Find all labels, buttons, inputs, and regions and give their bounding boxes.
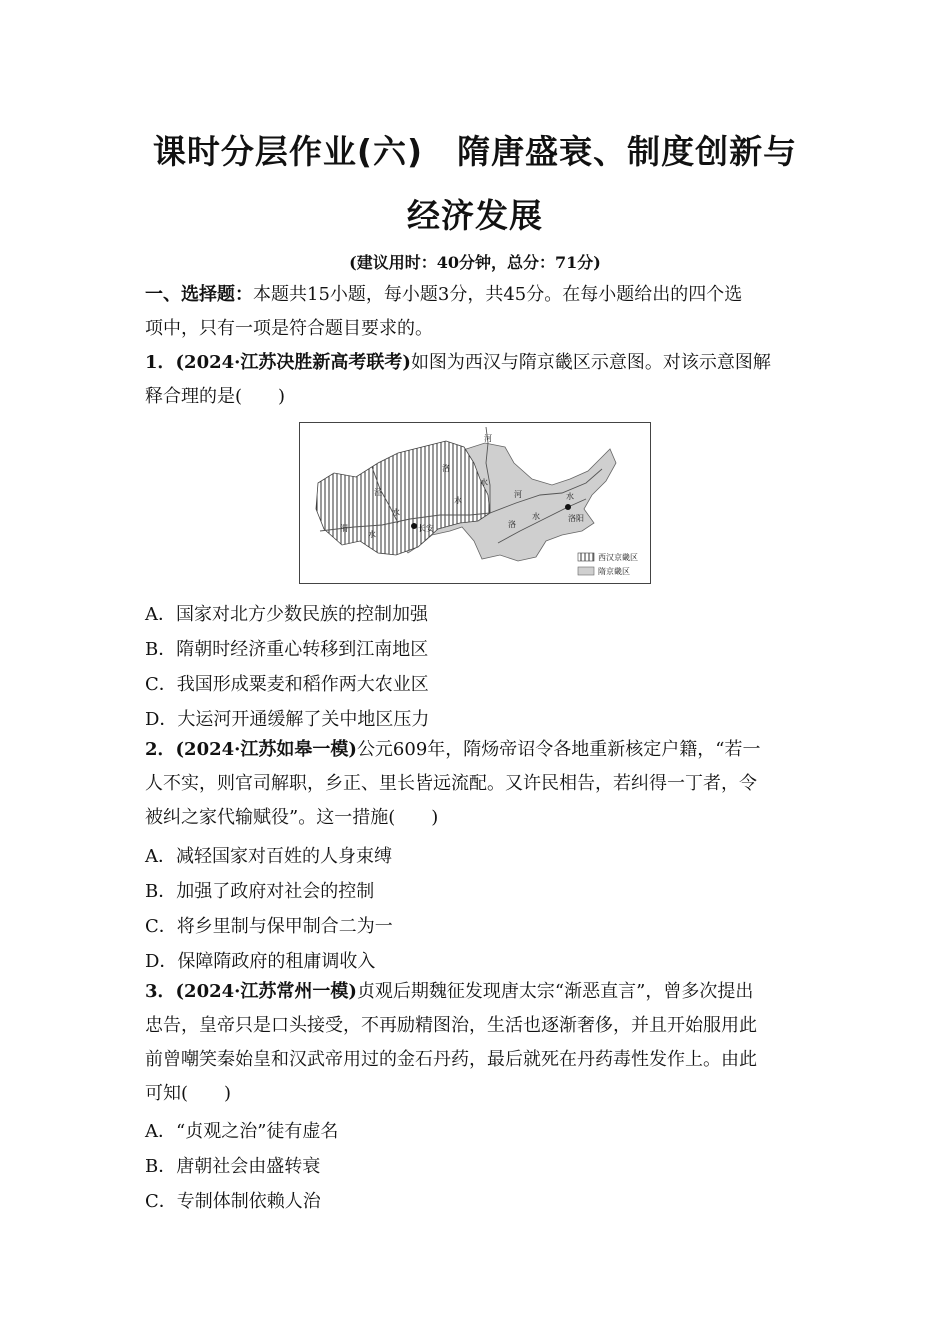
question-1-option-b: B．隋朝时经济重心转移到江南地区	[145, 639, 429, 660]
question-2-option-d: D．保障隋政府的租庸调收入	[145, 951, 376, 972]
question-2-option-b: B．加强了政府对社会的控制	[145, 881, 375, 902]
section-instructions-line1	[145, 278, 810, 312]
question-1-stem	[145, 346, 810, 380]
question-3-source: (2024·江苏常州一模)	[175, 981, 357, 1002]
question-2-source: (2024·江苏如皋一模)	[175, 739, 357, 760]
question-2-number: 2．	[145, 739, 176, 760]
question-3-option-b: B．唐朝社会由盛转衰	[145, 1156, 321, 1177]
map-label-shui4: 水	[480, 478, 488, 487]
question-1-stem-line2: 释合理的是( )	[145, 386, 286, 407]
question-2-stem-line2: 人不实，则官司解职，乡正、里长皆远流配。又许民相告，若纠得一丁者，令	[145, 773, 757, 794]
time-score-note: (建议用时：40分钟，总分：71分)	[349, 253, 601, 272]
luoyang-marker	[565, 504, 571, 510]
section-desc-line1: 本题共15小题，每小题3分，共45分。在每小题给出的四个选	[253, 284, 743, 305]
question-1-source: (2024·江苏决胜新高考联考)	[175, 352, 411, 373]
xihan-capital-region	[316, 441, 490, 555]
map-label-shui5: 水	[566, 492, 574, 501]
question-2-stem-line1: 公元609年，隋炀帝诏令各地重新核定户籍，“若一	[356, 739, 761, 760]
map-label-shui2: 水	[392, 508, 400, 517]
question-1-option-d: D．大运河开通缓解了关中地区压力	[145, 709, 430, 730]
legend-swatch-sui	[578, 567, 594, 575]
map-label-luo2: 洛	[508, 520, 516, 529]
section-heading: 一、选择题：	[145, 284, 253, 305]
page-title-line2: 经济发展	[407, 196, 543, 235]
question-3-stem	[145, 975, 810, 1009]
question-2-option-a: A．减轻国家对百姓的人身束缚	[145, 846, 392, 867]
question-3-stem-line3: 前曾嘲笑秦始皇和汉武帝用过的金石丹药，最后就死在丹药毒性发作上。由此	[145, 1049, 757, 1070]
question-1-option-a: A．国家对北方少数民族的控制加强	[145, 604, 428, 625]
question-2-option-c: C．将乡里制与保甲制合二为一	[145, 916, 393, 937]
question-3-stem-line2: 忠告，皇帝只是口头接受，不再励精图治，生活也逐渐奢侈，并且开始服用此	[145, 1015, 757, 1036]
map-label-wei: 渭	[340, 524, 348, 533]
map-label-luo: 洛	[442, 464, 450, 473]
map-label-changan: 长安	[418, 524, 434, 533]
question-3-number: 3．	[145, 981, 176, 1002]
question-1-option-c: C．我国形成粟麦和稻作两大农业区	[145, 674, 429, 695]
map-label-shui6: 水	[532, 512, 540, 521]
section-desc-line2: 项中，只有一项是符合题目要求的。	[145, 318, 433, 339]
legend-swatch-xihan	[578, 553, 594, 561]
question-2-stem-line3: 被纠之家代输赋役”。这一措施( )	[145, 807, 439, 828]
question-1-number: 1．	[145, 352, 176, 373]
page-title-line1: 课时分层作业(六) 隋唐盛衰、制度创新与	[152, 132, 798, 171]
question-2-stem	[145, 733, 810, 767]
map-figure	[299, 422, 651, 584]
xihan-sui-capital-map	[300, 423, 650, 583]
question-3-option-c: C．专制体制依赖人治	[145, 1191, 321, 1212]
question-3-option-a: A．“贞观之治”徒有虚名	[145, 1121, 339, 1142]
map-label-shui1: 水	[368, 530, 376, 539]
map-label-he: 河	[484, 434, 492, 443]
legend-label-xihan: 西汉京畿区	[598, 553, 638, 562]
map-label-he2: 河	[514, 490, 522, 499]
question-3-stem-line1: 贞观后期魏征发现唐太宗“渐恶直言”，曾多次提出	[356, 981, 754, 1002]
map-label-jing: 泾	[374, 488, 382, 497]
changan-marker	[411, 523, 417, 529]
question-1-stem-line1: 如图为西汉与隋京畿区示意图。对该示意图解	[410, 352, 771, 373]
legend-label-sui: 隋京畿区	[598, 567, 630, 576]
map-label-luoyang: 洛阳	[568, 514, 584, 523]
question-3-stem-line4: 可知( )	[145, 1083, 232, 1104]
map-label-shui3: 水	[454, 496, 462, 505]
